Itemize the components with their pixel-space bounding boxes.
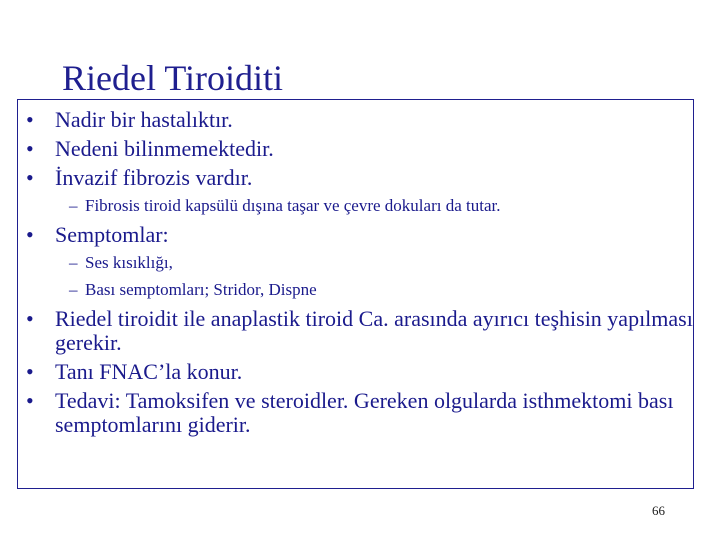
bullet-dot-icon: • <box>26 165 34 190</box>
bullet-dot-icon: • <box>26 222 34 247</box>
sub-list <box>55 196 696 216</box>
sub-bullet-text: Fibrosis tiroid kapsülü dışına taşar ve çevre dokuları da tutar. <box>85 196 501 215</box>
sub-bullet-item <box>55 253 696 273</box>
sub-bullet-item <box>55 196 696 216</box>
bullet-item <box>26 307 696 355</box>
sub-bullet-item <box>55 280 696 300</box>
sub-list <box>55 253 696 300</box>
dash-icon: – <box>69 253 78 272</box>
bullet-item <box>26 223 696 300</box>
slide-title: Riedel Tiroiditi <box>62 58 284 98</box>
bullet-dot-icon: • <box>26 359 34 384</box>
bullet-text: Tanı FNAC’la konur. <box>55 359 243 384</box>
bullet-item <box>26 360 696 384</box>
dash-icon: – <box>69 280 78 299</box>
bullet-item <box>26 108 696 132</box>
bullet-list <box>26 108 696 442</box>
page-number: 66 <box>652 503 665 518</box>
bullet-text: Nadir bir hastalıktır. <box>55 107 233 132</box>
bullet-text: Tedavi: Tamoksifen ve steroidler. Gereken olgularda isthmektomi bası semptomlarını giderir. <box>55 388 674 437</box>
bullet-dot-icon: • <box>26 107 34 132</box>
bullet-item <box>26 137 696 161</box>
sub-bullet-text: Bası semptomları; Stridor, Dispne <box>85 280 317 299</box>
bullet-dot-icon: • <box>26 136 34 161</box>
sub-bullet-text: Ses kısıklığı, <box>85 253 173 272</box>
bullet-dot-icon: • <box>26 388 34 413</box>
bullet-text: Nedeni bilinmemektedir. <box>55 136 274 161</box>
bullet-item <box>26 166 696 216</box>
dash-icon: – <box>69 196 78 215</box>
bullet-item <box>26 389 696 437</box>
bullet-text: İnvazif fibrozis vardır. <box>55 165 253 190</box>
bullet-text: Riedel tiroidit ile anaplastik tiroid Ca. arasında ayırıcı teşhisin yapılması gerekir. <box>55 306 693 355</box>
bullet-dot-icon: • <box>26 306 34 331</box>
bullet-text: Semptomlar: <box>55 222 169 247</box>
